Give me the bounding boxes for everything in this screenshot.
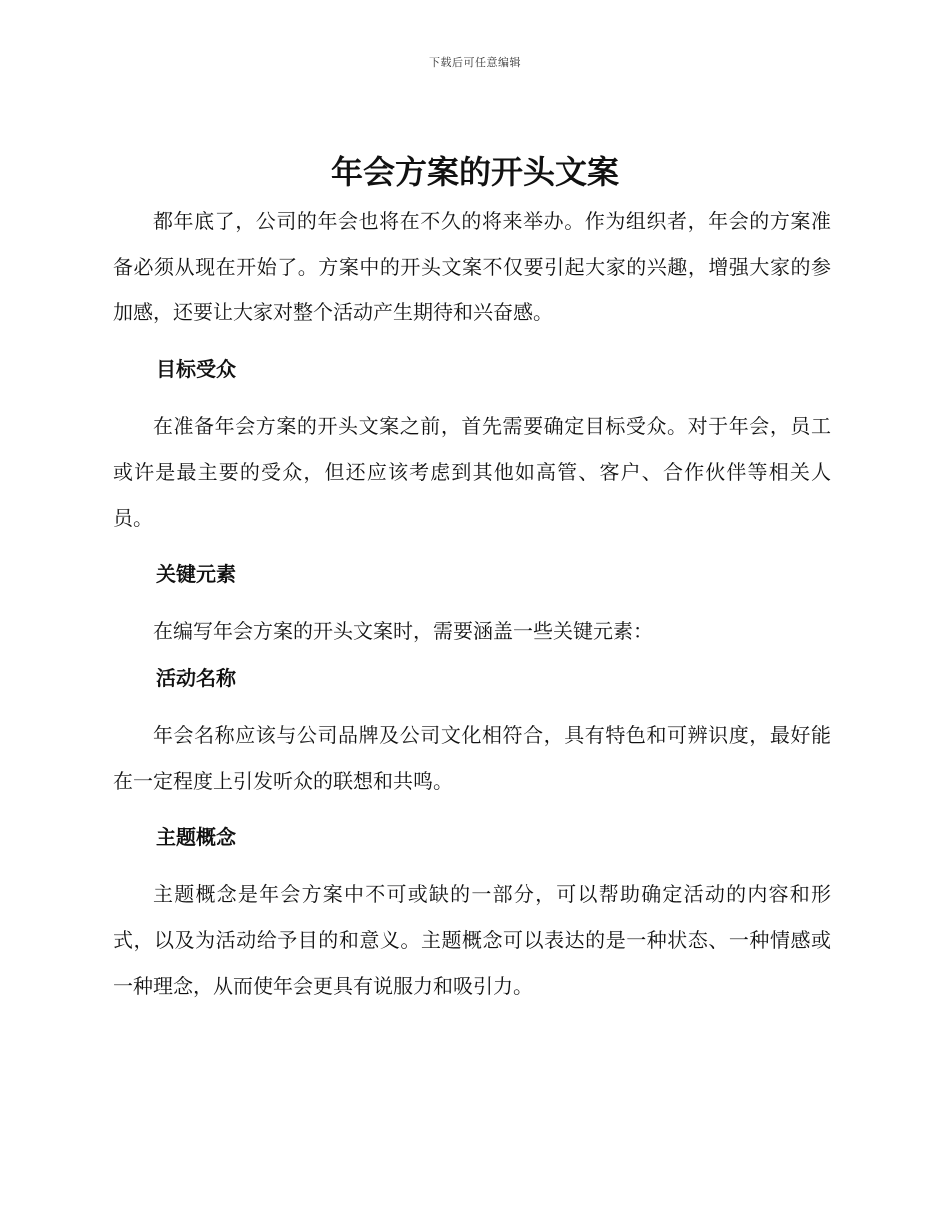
document-title: 年会方案的开头文案 xyxy=(330,153,619,191)
section-body-key-elements: 在编写年会方案的开头文案时，需要涵盖一些关键元素： xyxy=(153,619,653,644)
section-heading-theme: 主题概念 xyxy=(156,825,236,850)
section-heading-key-elements: 关键元素 xyxy=(156,562,236,587)
section-heading-audience: 目标受众 xyxy=(156,357,236,382)
section-body-theme: 主题概念是年会方案中不可或缺的一部分，可以帮助确定活动的内容和形式，以及为活动给予目的和意义。主题概念可以表达的是一种状态、一种情感或一种理念，从而使年会更具有说服力和吸引力。 xyxy=(113,882,831,998)
section-heading-event-name: 活动名称 xyxy=(156,665,236,690)
intro-paragraph: 都年底了，公司的年会也将在不久的将来举办。作为组织者，年会的方案准备必须从现在开始了。方案中的开头文案不仅要引起大家的兴趣，增强大家的参加感，还要让大家对整个活动产生期待和兴奋感。 xyxy=(113,209,831,325)
header-note: 下载后可任意编辑 xyxy=(429,56,521,69)
section-body-event-name: 年会名称应该与公司品牌及公司文化相符合，具有特色和可辨识度，最好能在一定程度上引发听众的联想和共鸣。 xyxy=(113,722,831,793)
section-body-audience: 在准备年会方案的开头文案之前，首先需要确定目标受众。对于年会，员工或许是最主要的受众，但还应该考虑到其他如高管、客户、合作伙伴等相关人员。 xyxy=(113,414,831,530)
document-body xyxy=(113,199,831,1009)
